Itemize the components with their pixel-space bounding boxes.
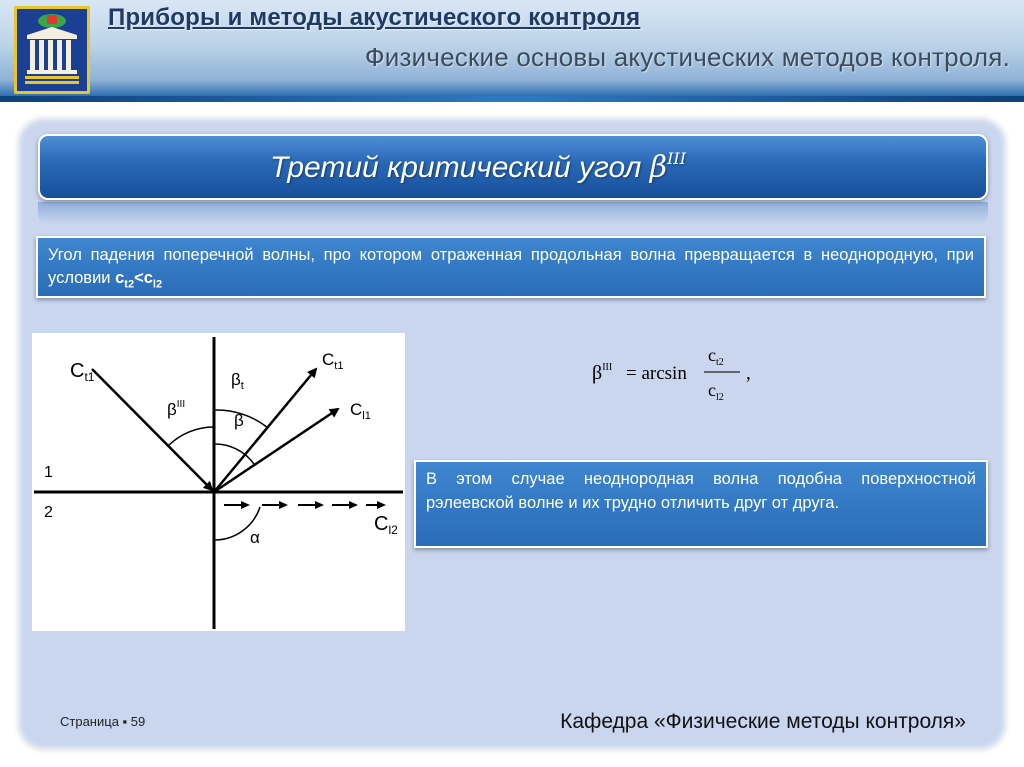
- label-medium-1: 1: [44, 464, 53, 481]
- definition-text: Угол падения поперечной волны, про котором отраженная продольная волна превращается в неоднородную, при условии: [48, 246, 974, 287]
- banner-reflection: [38, 202, 988, 224]
- label-ct1-incident: $C_{t1}$: [70, 360, 95, 384]
- label-alpha: α: [250, 528, 260, 547]
- note-box: [414, 460, 988, 548]
- label-beta-iii: $\beta^{III}$: [167, 399, 186, 419]
- critical-angle-formula: [590, 341, 770, 405]
- page-number: Страница ▪ 59: [60, 714, 146, 729]
- formula-arcsin: = arcsin: [626, 363, 687, 384]
- wave-diagram: [32, 333, 405, 631]
- header-divider: [0, 96, 1024, 102]
- note-text: В этом случае неоднородная волна подобна поверхностной рэлеевской волне и их трудно отличить друг от друга.: [426, 470, 976, 512]
- slide-title-text: Третий критический угол: [270, 151, 650, 184]
- reflected-longitudinal-arrow: [214, 409, 338, 492]
- reflected-transverse-arrow: [214, 369, 316, 492]
- label-medium-2: 2: [44, 504, 53, 521]
- label-cl1: $C_{l1}$: [350, 400, 371, 422]
- formula-numerator: $c_{t2}$: [708, 345, 724, 368]
- label-cl2: $C_{l2}$: [374, 513, 398, 537]
- formula-denominator: $c_{l2}$: [708, 380, 724, 403]
- slide-title: [270, 150, 686, 185]
- formula-lhs: $\beta^{III}$: [592, 362, 613, 384]
- definition-box: [36, 236, 986, 298]
- presentation-title: Приборы и методы акустического контроля: [108, 4, 641, 31]
- formula-comma: ,: [746, 363, 751, 384]
- label-beta: β: [234, 411, 244, 430]
- definition-condition: $c_{t2}<c_{l2}$: [115, 269, 163, 291]
- department-name: Кафедра «Физические методы контроля»: [560, 710, 966, 733]
- presentation-subtitle: Физические основы акустических методов контроля.: [364, 42, 1010, 72]
- label-beta-t: $\beta_t$: [231, 370, 244, 392]
- university-logo: [14, 6, 90, 94]
- label-ct1-reflected: $C_{t1}$: [322, 350, 344, 372]
- slide-title-beta: $\beta^{III}$: [649, 149, 687, 185]
